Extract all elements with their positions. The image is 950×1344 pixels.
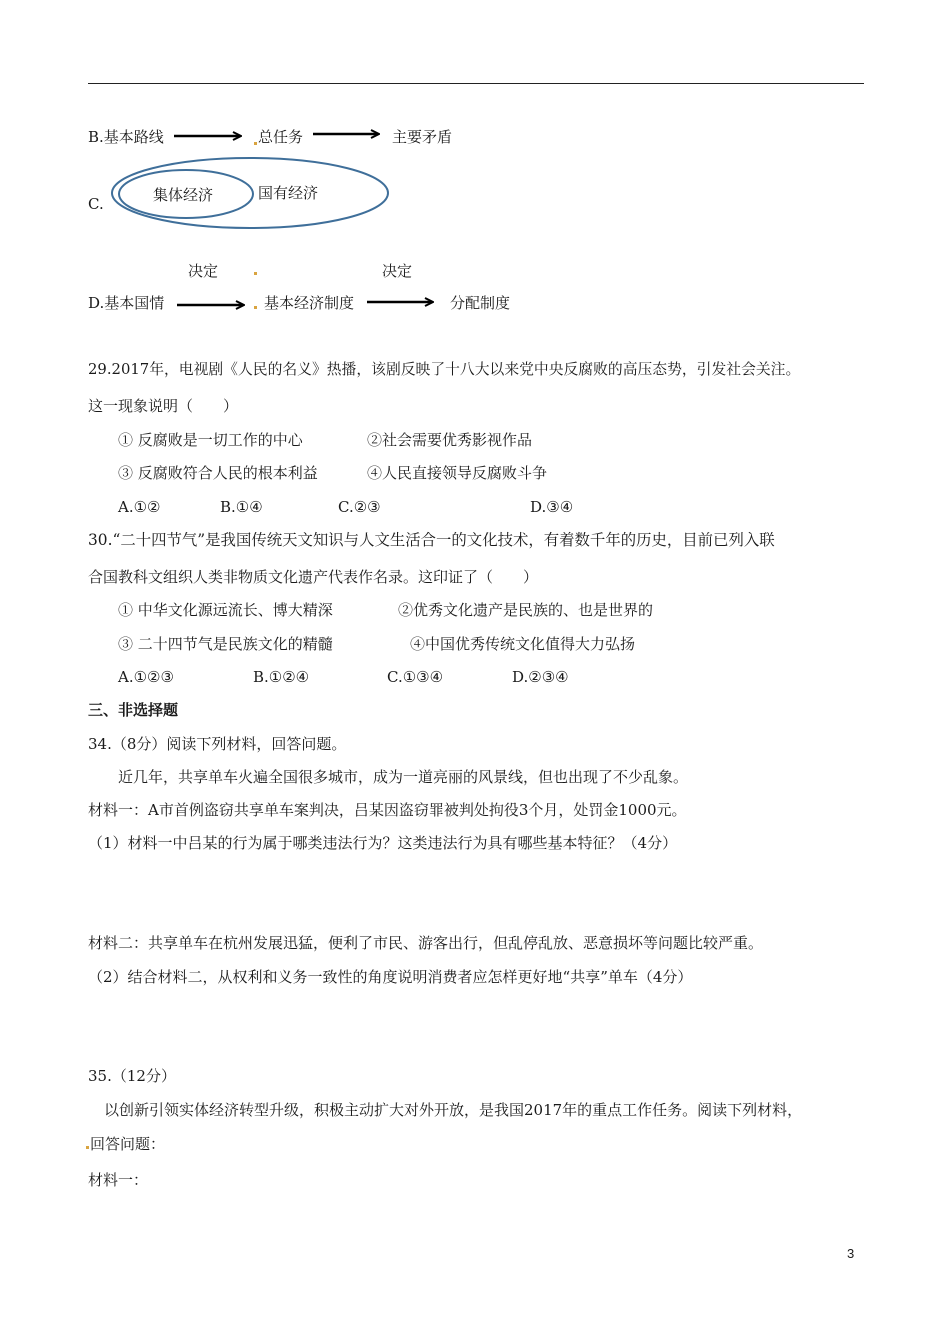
mark-dot <box>86 1146 89 1149</box>
option-d-label: D.基本国情 <box>88 294 165 312</box>
q34-stem: 34.（8分）阅读下列材料，回答问题。 <box>88 735 347 753</box>
q30-statement-1: ① 中华文化源远流长、博大精深 <box>118 601 333 619</box>
q34-material-2: 材料二：共享单车在杭州发展迅猛，便利了市民、游客出行，但乱停乱放、恶意损坏等问题比较严重。 <box>88 934 764 952</box>
q29-stem-line2: 这一现象说明（ ） <box>88 397 239 415</box>
q29-statement-1: ① 反腐败是一切工作的中心 <box>118 431 303 449</box>
q29-option-c: C.②③ <box>338 498 381 516</box>
q29-statement-2: ②社会需要优秀影视作品 <box>367 431 533 449</box>
q29-option-d: D.③④ <box>530 498 574 516</box>
q30-option-b: B.①②④ <box>253 668 310 686</box>
q29-option-a: A.①② <box>118 498 161 516</box>
decide-label-2: 决定 <box>382 262 413 280</box>
option-b-end: 主要矛盾 <box>392 128 453 146</box>
q29-statement-3: ③ 反腐败符合人民的根本利益 <box>118 464 318 482</box>
q35-intro-line2: 回答问题： <box>90 1135 166 1153</box>
option-b-mid: 总任务 <box>258 128 304 146</box>
q30-stem-line1: 30.“二十四节气”是我国传统天文知识与人文生活合一的文化技术，有着数千年的历史，目前已列入联 <box>88 531 775 549</box>
mark-dot <box>254 272 257 275</box>
section-heading: 三、非选择题 <box>88 701 179 719</box>
q35-intro-line1: 以创新引领实体经济转型升级，积极主动扩大对外开放，是我国2017年的重点工作任务。阅读下列材料， <box>104 1101 803 1119</box>
option-b-label: B.基本路线 <box>88 128 164 146</box>
q29-statement-4: ④人民直接领导反腐败斗争 <box>367 464 548 482</box>
q34-question-1: （1）材料一中吕某的行为属于哪类违法行为？这类违法行为具有哪些基本特征？（4分） <box>88 834 678 852</box>
option-c-label: C. <box>88 195 104 213</box>
decide-label-1: 决定 <box>188 262 219 280</box>
q30-option-a: A.①②③ <box>118 668 174 686</box>
mark-dot <box>254 306 257 309</box>
option-d-mid: 基本经济制度 <box>264 294 355 312</box>
q35-material-1: 材料一： <box>88 1171 149 1189</box>
q30-statement-4: ④中国优秀传统文化值得大力弘扬 <box>410 635 636 653</box>
q29-option-b: B.①④ <box>220 498 263 516</box>
q34-question-2: （2）结合材料二，从权利和义务一致性的角度说明消费者应怎样更好地“共享”单车（4分） <box>88 968 693 986</box>
q30-statement-3: ③ 二十四节气是民族文化的精髓 <box>118 635 333 653</box>
mark-dot <box>254 142 257 145</box>
q30-stem-line2: 合国教科文组织人类非物质文化遗产代表作名录。这印证了（ ） <box>88 568 539 586</box>
q35-stem: 35.（12分） <box>88 1067 176 1085</box>
q29-stem-line1: 29.2017年，电视剧《人民的名义》热播，该剧反映了十八大以来党中央反腐败的高压态势，引发社会关注。 <box>88 361 801 378</box>
ellipse-outer-label: 国有经济 <box>258 184 319 202</box>
option-d-end: 分配制度 <box>450 294 511 312</box>
q34-intro: 近几年，共享单车火遍全国很多城市，成为一道亮丽的风景线，但也出现了不少乱象。 <box>118 768 689 786</box>
page-number: 3 <box>847 1246 855 1261</box>
q34-material-1: 材料一：A市首例盗窃共享单车案判决，吕某因盗窃罪被判处拘役3个月，处罚金1000元。 <box>88 801 687 819</box>
q30-option-d: D.②③④ <box>512 668 569 686</box>
ellipse-inner-label: 集体经济 <box>153 186 214 204</box>
q30-statement-2: ②优秀文化遗产是民族的、也是世界的 <box>398 601 654 619</box>
q30-option-c: C.①③④ <box>387 668 444 686</box>
